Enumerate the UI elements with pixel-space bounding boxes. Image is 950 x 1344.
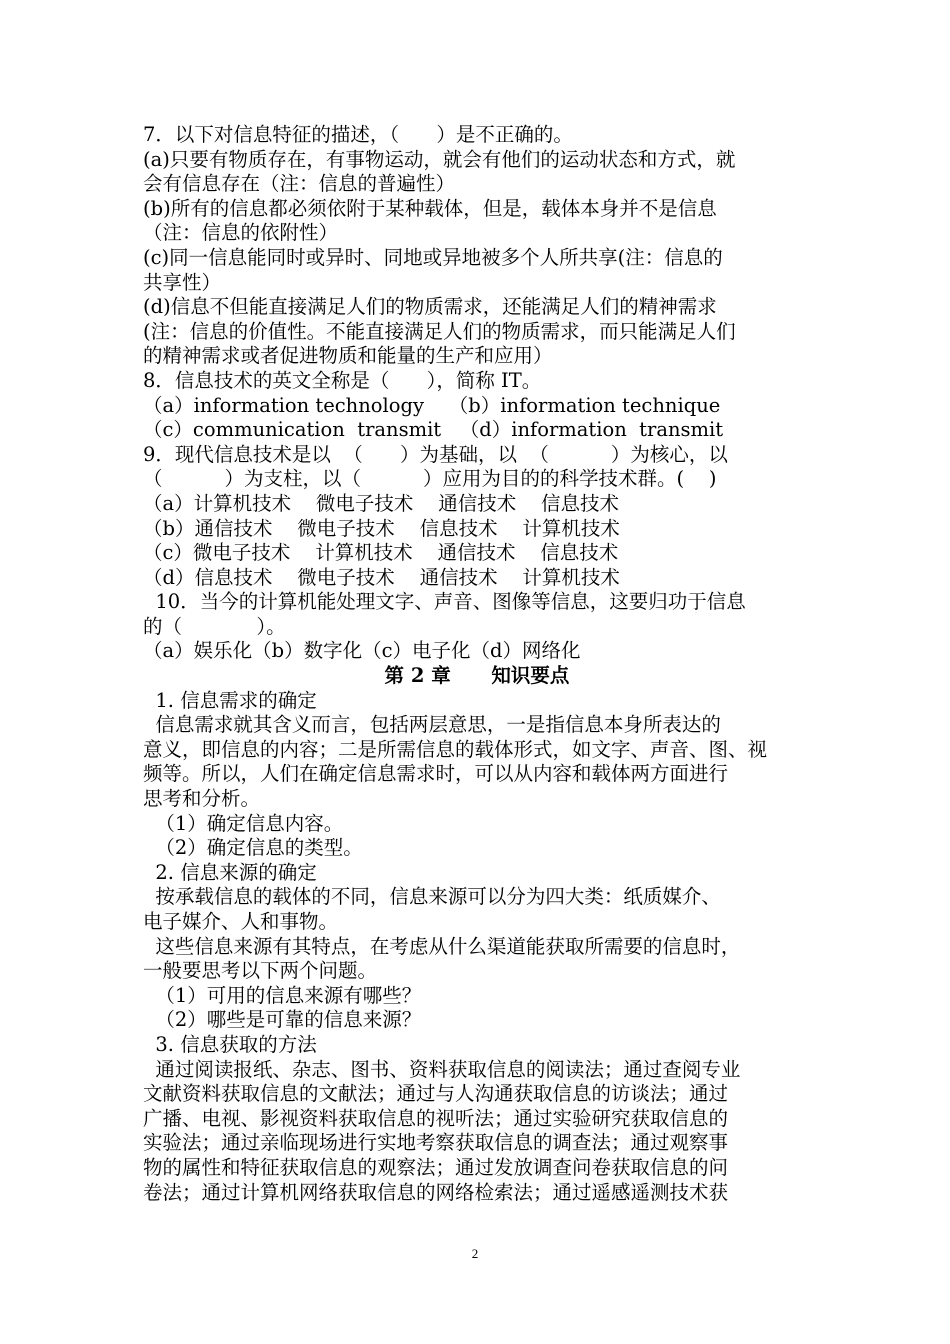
text-line: 通过阅读报纸、杂志、图书、资料获取信息的阅读法；通过查阅专业 <box>143 1057 741 1081</box>
text-line: 意义，即信息的内容；二是所需信息的载体形式，如文字、声音、图、视 <box>143 737 768 761</box>
text-line: 物的属性和特征获取信息的观察法；通过发放调查问卷获取信息的问 <box>143 1155 729 1179</box>
chapter-title: 第 2 章 知识要点 <box>384 664 570 688</box>
text-line: 9．现代信息技术是以 （ ）为基础，以 （ ）为核心，以 <box>143 442 728 466</box>
text-line: (d)信息不但能直接满足人们的物质需求，还能满足人们的精神需求 <box>143 295 717 319</box>
text-line: (注：信息的价值性。不能直接满足人们的物质需求，而只能满足人们 <box>143 319 736 343</box>
text-line: （2）确定信息的类型。 <box>143 836 363 860</box>
text-line: （ ）为支柱，以（ ）应用为目的的科学技术群。( ) <box>143 467 717 491</box>
text-line: 3. 信息获取的方法 <box>143 1032 317 1056</box>
text-line: 7．以下对信息特征的描述，（ ）是不正确的。 <box>143 123 573 146</box>
text-line: 按承载信息的载体的不同，信息来源可以分为四大类：纸质媒介、 <box>143 885 721 909</box>
text-line: 2. 信息来源的确定 <box>143 860 317 884</box>
text-line: （c）微电子技术 计算机技术 通信技术 信息技术 <box>143 541 619 565</box>
text-line: 8．信息技术的英文全称是（ ），简称 IT。 <box>143 368 542 392</box>
text-line: (b)所有的信息都必须依附于某种载体，但是，载体本身并不是信息 <box>143 196 717 220</box>
text-line: 一般要思考以下两个问题。 <box>143 959 378 983</box>
text-line: (a)只要有物质存在，有事物运动，就会有他们的运动状态和方式，就 <box>143 147 736 171</box>
text-line: （2）哪些是可靠的信息来源？ <box>143 1008 422 1032</box>
text-line: 思考和分析。 <box>143 787 261 811</box>
text-line: （a）计算机技术 微电子技术 通信技术 信息技术 <box>143 491 620 515</box>
text-line: 的精神需求或者促进物质和能量的生产和应用） <box>143 344 553 368</box>
text-line: 广播、电视、影视资料获取信息的视听法；通过实验研究获取信息的 <box>143 1106 729 1130</box>
text-line: （a）information technology （b）information technique <box>143 393 721 417</box>
text-line: 会有信息存在（注：信息的普遍性） <box>143 172 456 196</box>
text-line: 的（ ）。 <box>143 614 286 638</box>
text-line: 频等。所以，人们在确定信息需求时，可以从内容和载体两方面进行 <box>143 762 729 786</box>
text-line: 共享性） <box>143 270 222 294</box>
text-line: （d）信息技术 微电子技术 通信技术 计算机技术 <box>143 565 620 589</box>
text-line: 电子媒介、人和事物。 <box>143 910 339 933</box>
text-line: (c)同一信息能同时或异时、同地或异地被多个人所共享(注：信息的 <box>143 245 723 269</box>
text-line: （1）可用的信息来源有哪些？ <box>143 983 422 1007</box>
text-line: （c）communication transmit （d）information transmit <box>143 418 724 442</box>
text-line: 这些信息来源有其特点，在考虑从什么渠道能获取所需要的信息时， <box>143 934 741 958</box>
text-line: （1）确定信息内容。 <box>143 811 344 835</box>
text-line: 卷法；通过计算机网络获取信息的网络检索法；通过遥感遥测技术获 <box>143 1180 729 1204</box>
text-line: 1. 信息需求的确定 <box>143 688 317 712</box>
text-line: （b）通信技术 微电子技术 信息技术 计算机技术 <box>143 516 620 540</box>
text-line: 信息需求就其含义而言，包括两层意思，一是指信息本身所表达的 <box>143 713 721 737</box>
text-line: 文献资料获取信息的文献法；通过与人沟通获取信息的访谈法；通过 <box>143 1082 729 1106</box>
text-line: （a）娱乐化（b）数字化（c）电子化（d）网络化 <box>143 639 581 663</box>
page-number: 2 <box>471 1246 479 1261</box>
page-body <box>143 123 811 1205</box>
text-line: 实验法；通过亲临现场进行实地考察获取信息的调查法；通过观察事 <box>143 1131 729 1155</box>
text-line: （注：信息的依附性） <box>143 221 339 245</box>
text-line: 10．当今的计算机能处理文字、声音、图像等信息，这要归功于信息 <box>143 590 746 614</box>
